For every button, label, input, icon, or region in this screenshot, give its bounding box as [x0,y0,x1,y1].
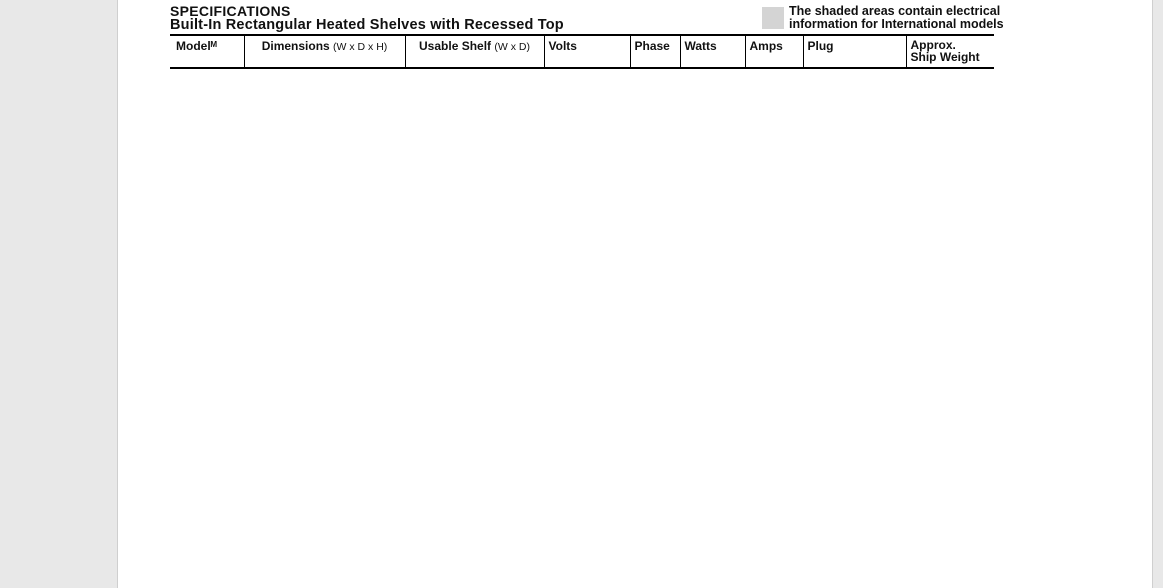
shade-legend-line-2: information for International models [789,17,1004,31]
col-header-model [170,35,244,68]
col-watts-label: Watts [684,39,717,53]
col-header-weight [906,35,994,68]
col-dimensions-label: Dimensions [261,39,330,53]
col-header-dimensions [244,35,405,68]
section-subtitle: Built-In Rectangular Heated Shelves with Recessed Top [170,17,564,33]
col-header-amps [745,35,803,68]
shade-legend-swatch [762,7,784,29]
col-header-watts [680,35,745,68]
col-weight-label-1: Approx. [910,38,956,52]
col-weight-label-2: Ship Weight [910,50,980,64]
col-header-volts [544,35,630,68]
col-shelf-label: Usable Shelf [419,39,492,53]
document-page [117,0,1153,588]
section-title: SPECIFICATIONS [170,3,291,19]
col-model-label: Modelᴹ [176,39,217,53]
col-header-phase [630,35,680,68]
shade-legend-text [789,5,1004,31]
col-header-plug [803,35,906,68]
col-amps-label: Amps [749,39,783,53]
col-header-shelf [405,35,544,68]
viewer-background [1153,0,1163,588]
col-volts-label: Volts [548,39,577,53]
col-plug-label: Plug [807,39,834,53]
header-row [170,35,994,68]
col-dimensions-unit: (W x D x H) [333,41,388,53]
shade-legend-line-1: The shaded areas contain electrical [789,4,1001,18]
spec-header [170,4,564,33]
spec-table [170,34,994,69]
col-shelf-unit: (W x D) [494,41,530,53]
col-phase-label: Phase [634,39,670,53]
